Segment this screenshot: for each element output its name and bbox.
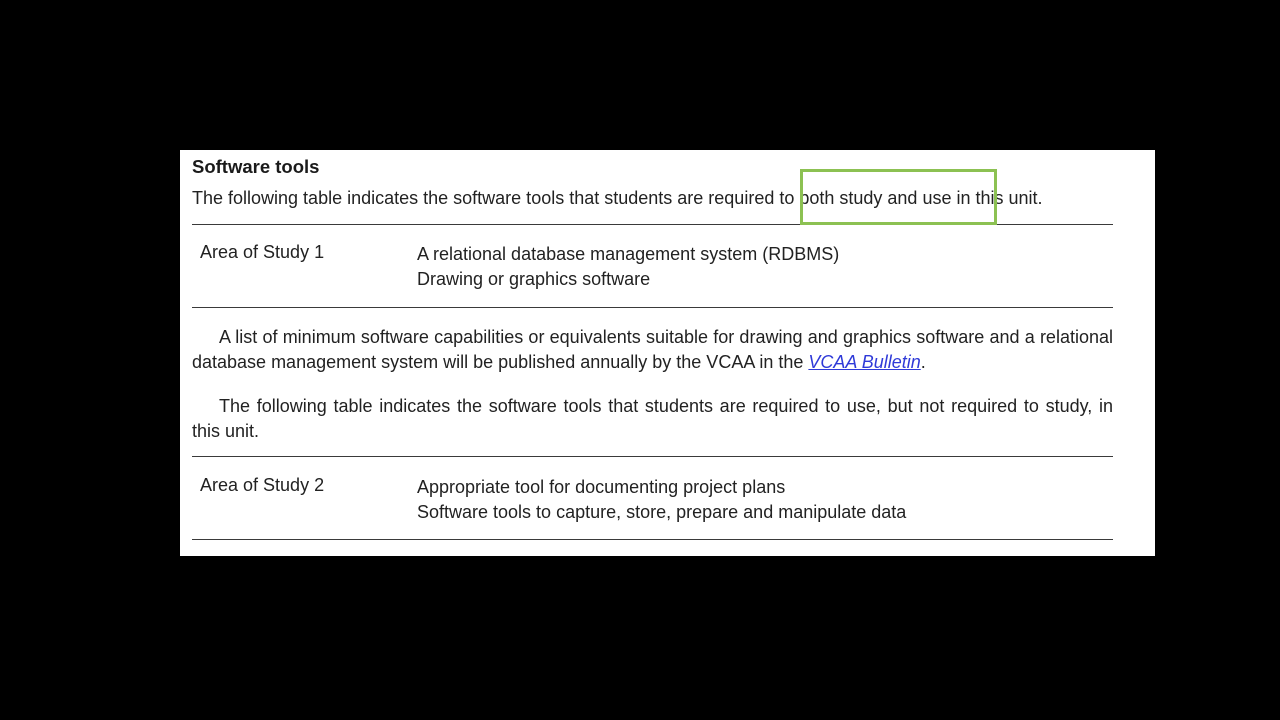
table1-tool-item: A relational database management system (RDBMS) — [417, 244, 840, 264]
table1-tools-list — [417, 242, 839, 292]
table2-top-rule — [192, 456, 1113, 457]
use-only-paragraph: The following table indicates the software tools that students are required to use, but not required to study, in this unit. — [192, 396, 1113, 441]
table2-tool-item: Software tools to capture, store, prepare and manipulate data — [417, 502, 907, 522]
table2-tools-list — [417, 475, 906, 525]
highlight-box — [800, 169, 997, 225]
table2-tool-item: Appropriate tool for documenting project plans — [417, 477, 786, 497]
capabilities-text-end: . — [920, 352, 926, 372]
table2-bottom-rule — [192, 539, 1113, 540]
document-excerpt — [180, 150, 1155, 556]
section-heading: Software tools — [192, 156, 320, 177]
table2-area-label: Area of Study 2 — [200, 475, 325, 495]
capabilities-text: A list of minimum software capabilities or equivalents suitable for drawing and graphics software and a relational database management system will be published annually by the VCAA in the — [192, 327, 1113, 372]
capabilities-paragraph — [192, 325, 1113, 375]
vcaa-bulletin-link[interactable]: VCAA Bulletin — [808, 352, 921, 372]
intro-sentence: The following table indicates the software tools that students are required to both study and use in this unit. — [192, 188, 1043, 208]
table1-area-label: Area of Study 1 — [200, 242, 325, 262]
table1-tool-item: Drawing or graphics software — [417, 269, 651, 289]
table1-bottom-rule — [192, 307, 1113, 308]
